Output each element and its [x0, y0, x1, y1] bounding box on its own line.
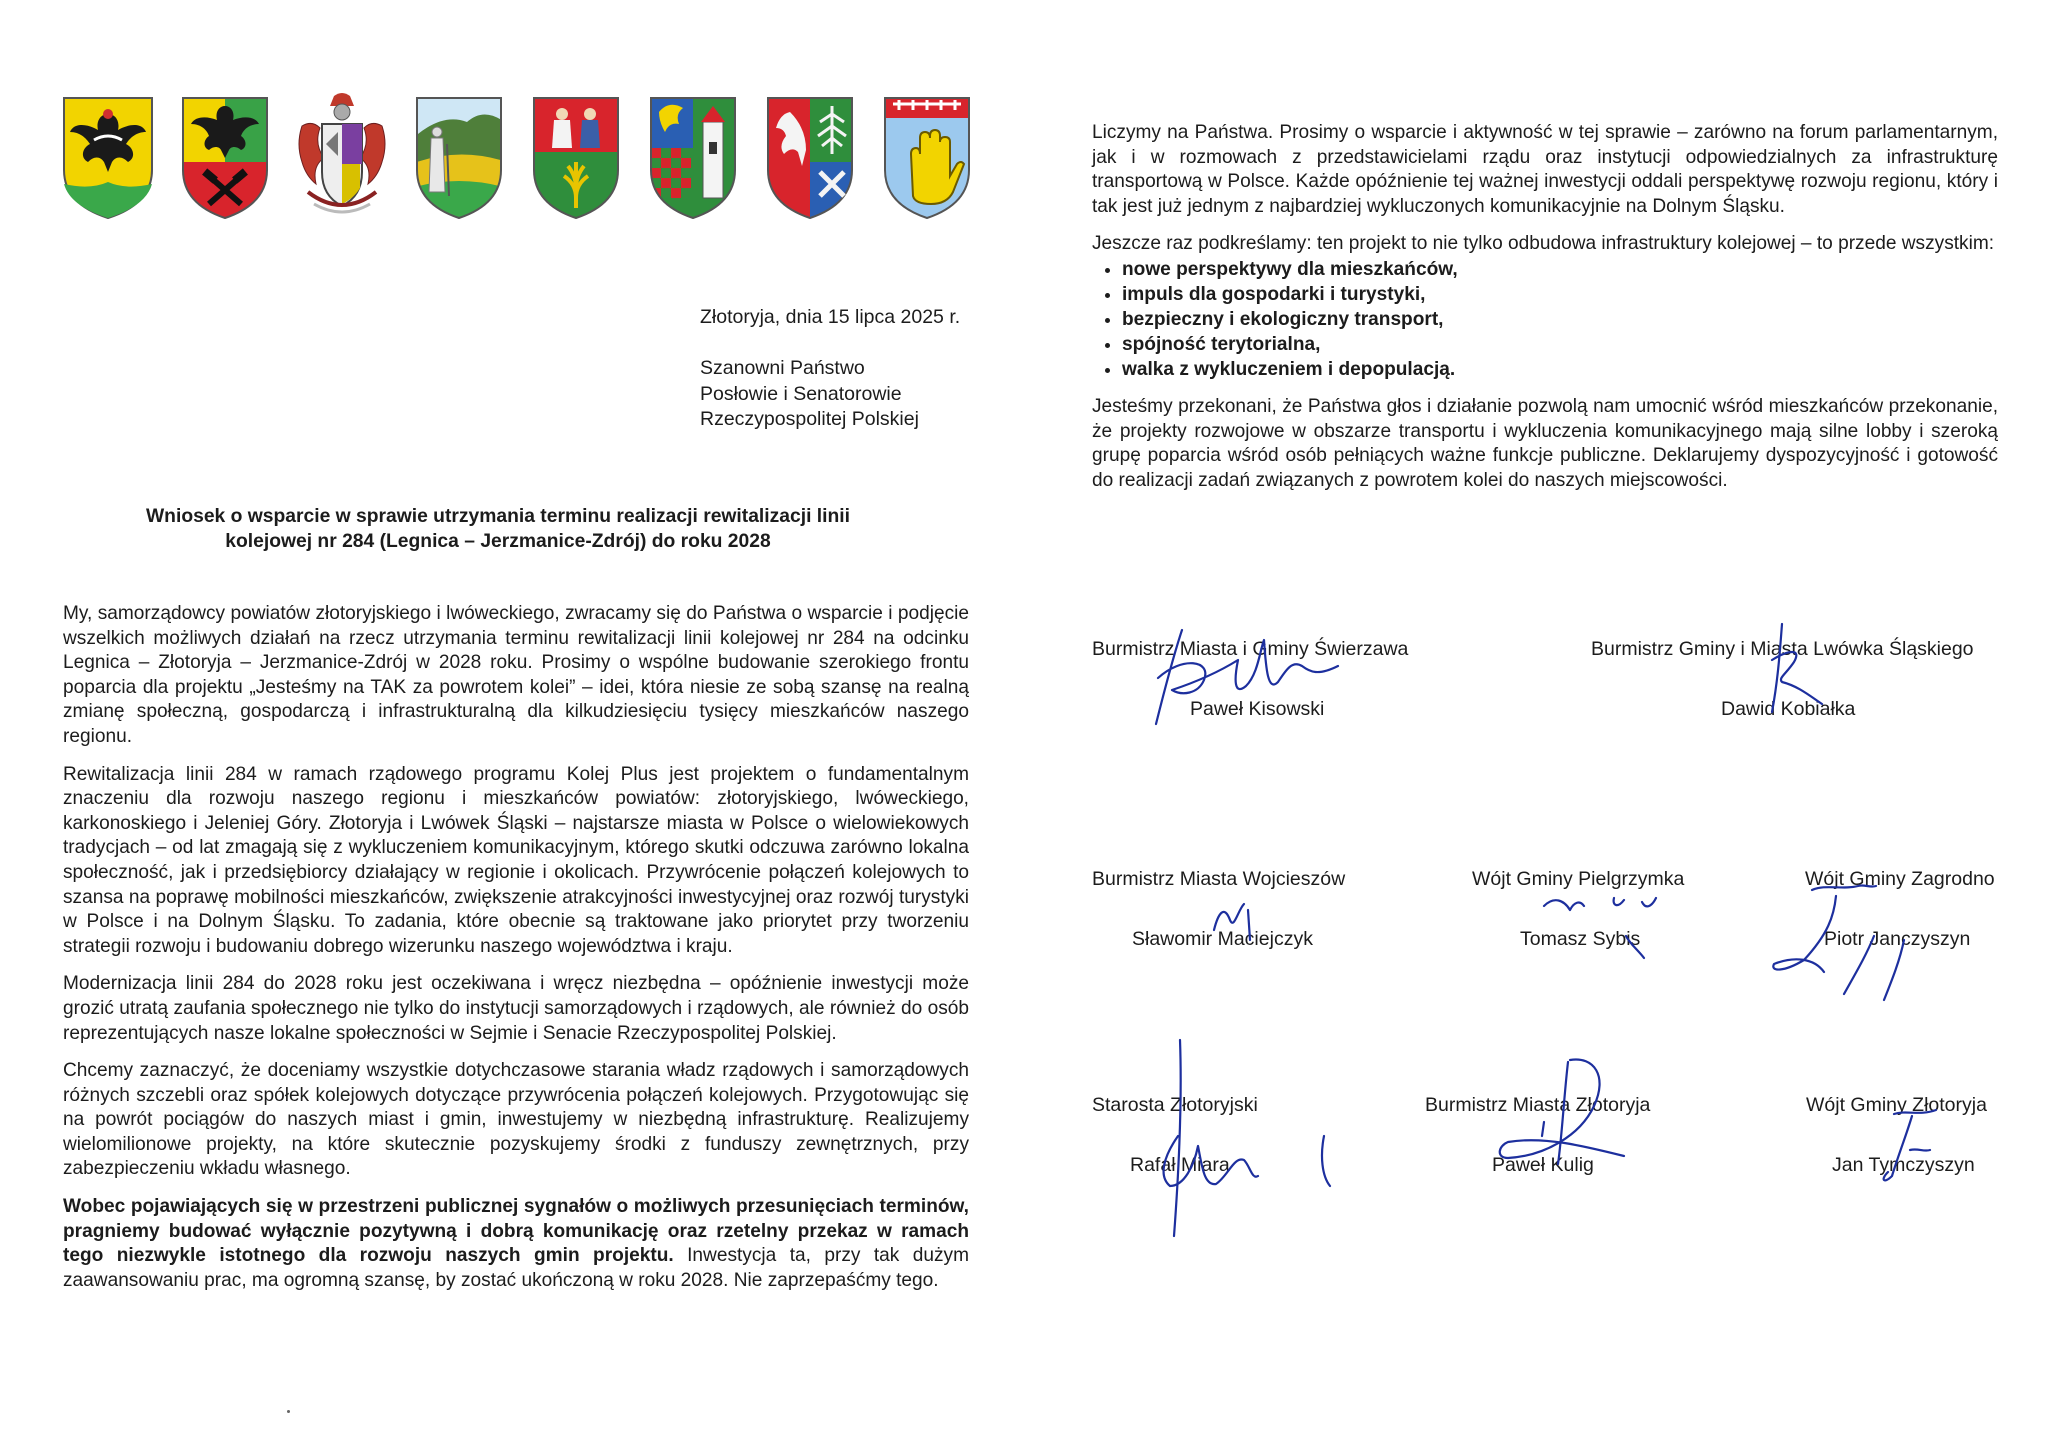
- benefits-list: [1092, 257, 1998, 382]
- body-paragraph: My, samorządowcy powiatów złotoryjskiego i lwóweckiego, zwracamy się do Państwa o wsparcie i podjęcie wszelkich możliwych działań na rzecz utrzymania terminu rewitalizacji linii kolejowej nr 284 na odcinku Legnica – Złotoryja – Jerzmanice-Zdrój w 2028 roku. Prosimy o wspólne budowanie szerokiego frontu poparcia dla projektu „Jesteśmy na TAK za powrotem kolei” – idei, która niesie ze sobą szansę na realną zmianę społeczną, gospodarczą i infrastrukturalną dla kilkudziesięciu tysięcy mieszkańców naszego regionu.: [63, 603, 969, 747]
- signatory-name: Sławomir Maciejczyk: [1132, 928, 1313, 950]
- signatory-title: Starosta Złotoryjski: [1092, 1094, 1258, 1116]
- eagle-tree-hammers-crest-icon: [762, 92, 858, 222]
- list-item: • nowe perspektywy dla mieszkańców,: [1122, 257, 1998, 282]
- scan-speck: [287, 1410, 290, 1413]
- letter-subject: [100, 504, 896, 554]
- body-paragraph: Modernizacja linii 284 do 2028 roku jest oczekiwana i wręcz niezbędna – opóźnienie inwestycji może grozić utratą zaufania społecznego nie tylko do instytucji samorządowych i rządowych, ale również do osób reprezentujących nasze lokalne społeczności w Sejmie i Senacie Rzeczypospolitej Polskiej.: [63, 973, 969, 1044]
- signature-mark: [1534, 884, 1684, 964]
- signature-mark: [1124, 1036, 1354, 1246]
- body-paragraph: Rewitalizacja linii 284 w ramach rządowego programu Kolej Plus jest projektem o fundamentalnym znaczeniu dla rozwoju naszego regionu i mieszkańców powiatów: złotoryjskiego, lwóweckiego, karkonoskiego i Jeleniej Góry. Złotoryja i Lwówek Śląski – najstarsze miasta w Polsce o wielowiekowych tradycjach – od lat zmagają się z wykluczeniem komunikacyjnym, którego skutki odczuwa zarówno lokalna społeczność, jak i przedsiębiorcy działający w regionie i okolicach. Przywrócenie połączeń kolejowych to szansa na poprawę mobilności mieszkańców, zwiększenie atrakcyjności inwestycyjnej oraz rozwój turystyki w Polsce i na Dolnym Śląsku. To zadania, które obecnie są traktowane jako priorytet przy tworzeniu strategii rozwoju i budowaniu dobrego wizerunku naszego województwa i kraju.: [63, 763, 969, 957]
- figures-wheat-crest-icon: [528, 92, 624, 222]
- hand-crest-icon: [879, 92, 975, 222]
- addressee-line: Szanowni Państwo: [700, 357, 865, 379]
- ornate-armorial-crest-icon: [294, 92, 390, 222]
- letter-body-right: [1092, 121, 1998, 506]
- body-paragraph: Liczymy na Państwa. Prosimy o wsparcie i aktywność w tej sprawie – zarówno na forum parlamentarnym, jak i w rozmowach z przedstawicielami rządu oraz instytucji odpowiedzialnych za infrastrukturę transportową w Polsce. Każde opóźnienie tej ważnej inwestycji oddali perspektywę rozwoju regionu, który i tak jest już jednym z najbardziej wykluczonych komunikacyjnie na Dolnym Śląsku.: [1092, 122, 1998, 217]
- signatory-title: Burmistrz Miasta Wojcieszów: [1092, 868, 1346, 890]
- signatory-title: Wójt Gminy Zagrodno: [1805, 868, 1995, 890]
- signatory-name: Dawid Kobiałka: [1721, 698, 1856, 720]
- eagle-tower-checker-crest-icon: [645, 92, 741, 222]
- signatory-title: Wójt Gminy Pielgrzymka: [1472, 868, 1685, 890]
- landscape-figure-crest-icon: [411, 92, 507, 222]
- signatory-title: Wójt Gminy Złotoryja: [1806, 1094, 1987, 1116]
- signatory-name: Tomasz Sybis: [1520, 928, 1641, 950]
- closing-paragraph: [63, 1195, 969, 1293]
- crests-row: [60, 92, 990, 222]
- letter-page-right: [1024, 0, 2048, 1448]
- closing-normal-text: Inwestycja ta, przy tak dużym zaawansowaniu prac, ma ogromną szansę, by zostać ukończoną w roku 2028. Nie zaprzepaśćmy tego.: [63, 1245, 969, 1291]
- signatory-name: Paweł Kulig: [1492, 1154, 1594, 1176]
- body-paragraph: Jeszcze raz podkreślamy: ten projekt to nie tylko odbudowa infrastruktury kolejowej – to przede wszystkim:: [1092, 233, 1995, 255]
- signatory-name: Rafał Miara: [1130, 1154, 1230, 1176]
- addressee-block: [700, 356, 919, 433]
- body-paragraph: Jesteśmy przekonani, że Państwa głos i działanie pozwolą nam umocnić wśród mieszkańców przekonanie, że projekty rozwojowe w obszarze transportu i wykluczenia komunikacyjnego mają silne lobby i szeroką grupę poparcia wśród osób pełniących ważne funkcje publiczne. Deklarujemy dyspozycyjność i gotowość do realizacji zadań związanych z powrotem kolei do naszych miejscowości.: [1092, 395, 1998, 491]
- list-item: • walka z wykluczeniem i depopulacją.: [1122, 357, 1998, 382]
- signatory-title: Burmistrz Miasta Złotoryja: [1425, 1094, 1651, 1116]
- list-item: • bezpieczny i ekologiczny transport,: [1122, 307, 1998, 332]
- signatory-title: Burmistrz Miasta i Gminy Świerzawa: [1092, 638, 1409, 660]
- addressee-line: Posłowie i Senatorowie: [700, 382, 902, 405]
- eagle-crest-icon: [60, 92, 156, 222]
- addressee-line: Rzeczypospolitej Polskiej: [700, 408, 919, 430]
- signatory-name: Jan Tymczyszyn: [1832, 1154, 1975, 1176]
- list-item: • spójność terytorialna,: [1122, 332, 1998, 357]
- signatory-name: Piotr Janczyszyn: [1824, 928, 1971, 950]
- eagle-hammers-crest-icon: [177, 92, 273, 222]
- place-and-date: Złotoryja, dnia 15 lipca 2025 r.: [700, 306, 961, 328]
- body-paragraph: Chcemy zaznaczyć, że doceniamy wszystkie dotychczasowe starania władz rządowych i samorządowych różnych szczebli oraz spółek kolejowych dotyczące przywrócenia połączeń kolejowych. Przygotowując się na powrót pociągów do naszych miast i gmin, inwestujemy w niezbędną infrastrukturę. Realizujemy wielomilionowe projekty, na które skutecznie pozyskujemy środki z funduszy zewnętrznych, przy zabezpieczeniu wkładu własnego.: [63, 1060, 969, 1180]
- subject-line: Wniosek o wsparcie w sprawie utrzymania terminu realizacji rewitalizacji linii: [145, 506, 850, 527]
- list-item: • impuls dla gospodarki i turystyki,: [1122, 282, 1998, 307]
- signatory-title: Burmistrz Gminy i Miasta Lwówka Śląskiego: [1591, 638, 1974, 660]
- closing-bold-text: Wobec pojawiających się w przestrzeni publicznej sygnałów o możliwych przesunięciach terminów, pragniemy budować wyłącznie pozytywną i dobrą komunikację oraz rzetelny przekaz w ramach tego niezwykle istotnego dla rozwoju naszych gmin projektu.: [63, 1196, 969, 1267]
- letter-body-left: [63, 602, 969, 1306]
- signatory-name: Paweł Kisowski: [1190, 698, 1325, 720]
- subject-line: kolejowej nr 284 (Legnica – Jerzmanice-Zdrój) do roku 2028: [225, 531, 771, 552]
